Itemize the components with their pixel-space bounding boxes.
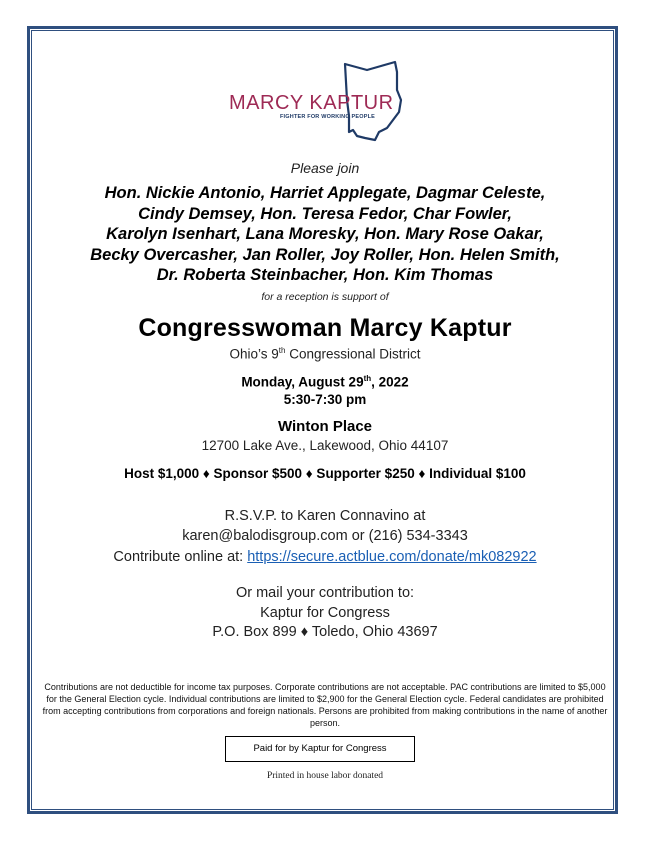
district-text: Ohio’s 9th Congressional District [229,346,421,362]
logo-tagline: FIGHTER FOR WORKING PEOPLE [280,114,376,120]
venue-name: Winton Place [277,418,373,435]
venue-address: 12700 Lake Ave., Lakewood, Ohio 44107 [201,438,449,453]
logo-name: MARCY KAPTUR [229,92,394,114]
contribute-online-label: Contribute online at: [113,549,248,565]
printed-note: Printed in house labor donated [266,771,384,781]
host-line: Hon. Nickie Antonio, Harriet Applegate, Dagmar Celeste, [104,184,546,202]
event-datetime [0,370,650,408]
rsvp-line: R.S.V.P. to Karen Connavino at [224,508,426,524]
mail-block [0,584,650,643]
host-line: Cindy Demsey, Hon. Teresa Fedor, Char Fowler, [138,204,512,223]
event-time: 5:30-7:30 pm [283,391,367,407]
rsvp-block [0,506,650,546]
mail-line: P.O. Box 899 ♦ Toledo, Ohio 43697 [212,624,438,640]
donate-link[interactable]: https://secure.actblue.com/donate/mk082922 [247,549,537,565]
campaign-logo [225,60,430,160]
rsvp-contact: karen@balodisgroup.com or (216) 534-3343 [182,528,468,544]
reception-support-text: for a reception is support of [261,291,389,303]
paid-for-box: Paid for by Kaptur for Congress [225,736,415,762]
please-join-text: Please join [290,160,360,176]
host-line: Becky Overcasher, Jan Roller, Joy Roller, Hon. Helen Smith, [90,245,560,264]
host-line: Dr. Roberta Steinbacher, Hon. Kim Thomas [156,266,494,284]
event-date: Monday, August 29th, 2022 [241,374,409,390]
host-line: Karolyn Isenhart, Lana Moresky, Hon. Mary Rose Oakar, [106,225,544,243]
host-committee-list [0,183,650,286]
mail-line: Or mail your contribution to: [235,585,415,601]
candidate-title: Congresswoman Marcy Kaptur [138,314,512,342]
contribute-online [0,549,650,565]
legal-disclaimer: Contributions are not deductible for income tax purposes. Corporate contributions are not acceptable. PAC contributions are limited to $5,000 for the General Election cycle. Individual contributions are limited to $2,900 for the General Election cycle. Federal candidates are prohibited from accepting contributions from corporations and foreign nationals. Persons are prohibited from making contributions in the name of another person. [42,682,608,728]
contribution-levels: Host $1,000 ♦ Sponsor $500 ♦ Supporter $250 ♦ Individual $100 [124,466,526,481]
mail-line: Kaptur for Congress [260,604,390,621]
